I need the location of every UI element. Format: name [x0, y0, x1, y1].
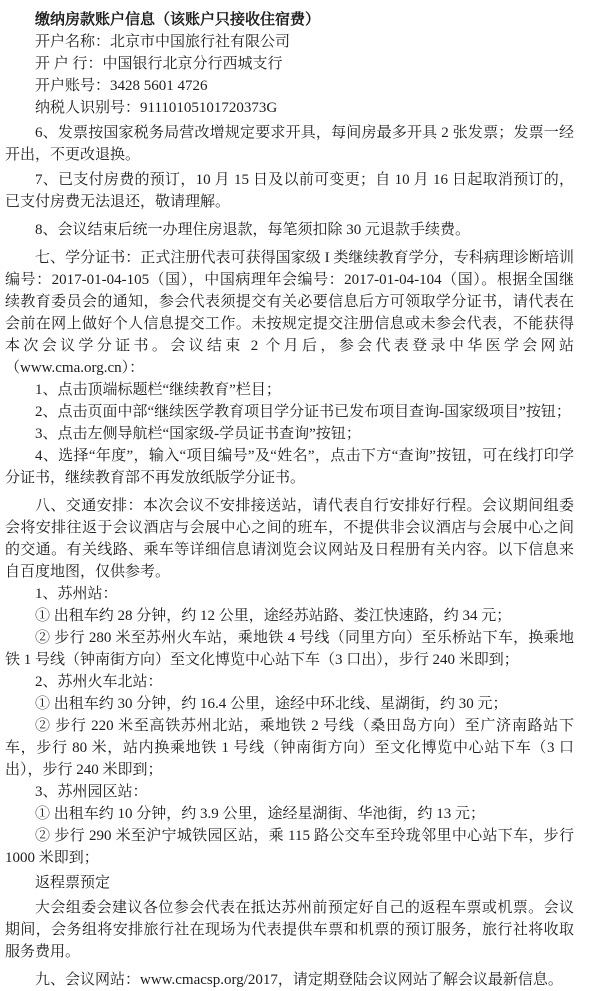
station-2-title: 2、苏州火车北站：	[35, 674, 163, 690]
section-8-transportation: 八、交通安排：本次会议不安排接送站，请代表自行安排好行程。会议期间组委会将安排往返于会议酒店与会展中心之间的班车，不提供非会议酒店与会展中心之间的交通。有关线路、乘车等详细信息请浏览会议网站及日程册有关内容。以下信息来自百度地图，仅供参考。	[5, 498, 574, 580]
station-3-taxi-route: ① 出租车约 10 分钟，约 3.9 公里，途经星湖街、华池街，约 13 元；	[35, 806, 486, 822]
note-7-booking-change-policy: 7、已支付房费的预订，10 月 15 日及以前可变更；自 10 月 16 日起取消预订的，已支付房费无法退还，敬请理解。	[5, 172, 574, 210]
taxpayer-id: 纳税人识别号：91110105101720373G	[35, 100, 278, 116]
station-1-metro-route: ② 步行 280 米至苏州火车站，乘地铁 4 号线（同里方向）至乐桥站下车，换乘地铁 1 号线（钟南街方向）至文化博览中心站下车（3 口出），步行 240 米即到；	[5, 630, 574, 668]
note-8-refund-policy: 8、会议结束后统一办理住房退款，每笔须扣除 30 元退款手续费。	[35, 222, 471, 238]
note-6-invoice-policy: 6、发票按国家税务局营改增规定要求开具，每间房最多开具 2 张发票；发票一经开出，不更改退换。	[5, 125, 574, 163]
account-number: 开户账号：3428 5601 4726	[35, 78, 208, 94]
credit-step-4: 4、选择“年度”，输入“项目编号”及“姓名”，点击下方“查询”按钮，可在线打印学分证书，继续教育部不再发放纸版学分证书。	[5, 448, 574, 486]
account-holder-name: 开户名称：北京市中国旅行社有限公司	[35, 34, 291, 50]
station-1-taxi-route: ① 出租车约 28 分钟，约 12 公里，途经苏站路、娄江快速路，约 34 元；	[35, 608, 512, 624]
station-3-bus-route: ② 步行 290 米至沪宁城铁园区站，乘 115 路公交车至玲珑邻里中心站下车，步行 1000 米即到；	[5, 828, 574, 866]
bank-branch: 开 户 行：中国银行北京分行西城支行	[35, 56, 283, 72]
return-ticket-title: 返程票预定	[35, 875, 111, 891]
station-1-title: 1、苏州站：	[35, 586, 118, 602]
return-ticket-body: 大会组委会建议各位参会代表在抵达苏州前预定好自己的返程车票或机票。会议期间，会务组将安排旅行社在现场为代表提供车票和机票的预订服务，旅行社将收取服务费用。	[5, 900, 574, 960]
station-2-metro-route: ② 步行 220 米至高铁苏州北站，乘地铁 2 号线（桑田岛方向）至广济南路站下车，步行 80 米，站内换乘地铁 1 号线（钟南街方向）至文化博览中心站下车（3 口出），步行 240 米即到；	[5, 718, 574, 778]
account-info-header: 缴纳房款账户信息（该账户只接收住宿费）	[35, 12, 321, 28]
credit-step-3: 3、点击左侧导航栏“国家级-学员证书查询”按钮；	[35, 426, 361, 442]
section-9-conference-website: 九、会议网站：www.cmacsp.org/2017，请定期登陆会议网站了解会议最新信息。	[35, 972, 563, 988]
credit-step-1: 1、点击顶端标题栏“继续教育”栏目；	[35, 382, 281, 398]
station-2-taxi-route: ① 出租车约 30 分钟，约 16.4 公里，途经中环北线、星湖街，约 30 元；	[35, 696, 508, 712]
section-7-credit-certificate: 七、学分证书：正式注册代表可获得国家级 I 类继续教育学分，专科病理诊断培训编号：2017-01-04-105（国），中国病理年会编号：2017-01-04-104（国）。根据全国继续教育委员会的通知，参会代表须提交有关必要信息后方可领取学分证书，请代表在会前在网上做好个人信息提交工作。未按规定提交注册信息或未参会代表，不能获得本次会议学分证书。会议结束 2 个月后，参会代表登录中华医学会网站（www.cma.org.cn）：	[5, 250, 574, 376]
credit-step-2: 2、点击页面中部“继续医学教育项目学分证书已发布项目查询-国家级项目”按钮；	[35, 404, 571, 420]
station-3-title: 3、苏州园区站：	[35, 784, 148, 800]
